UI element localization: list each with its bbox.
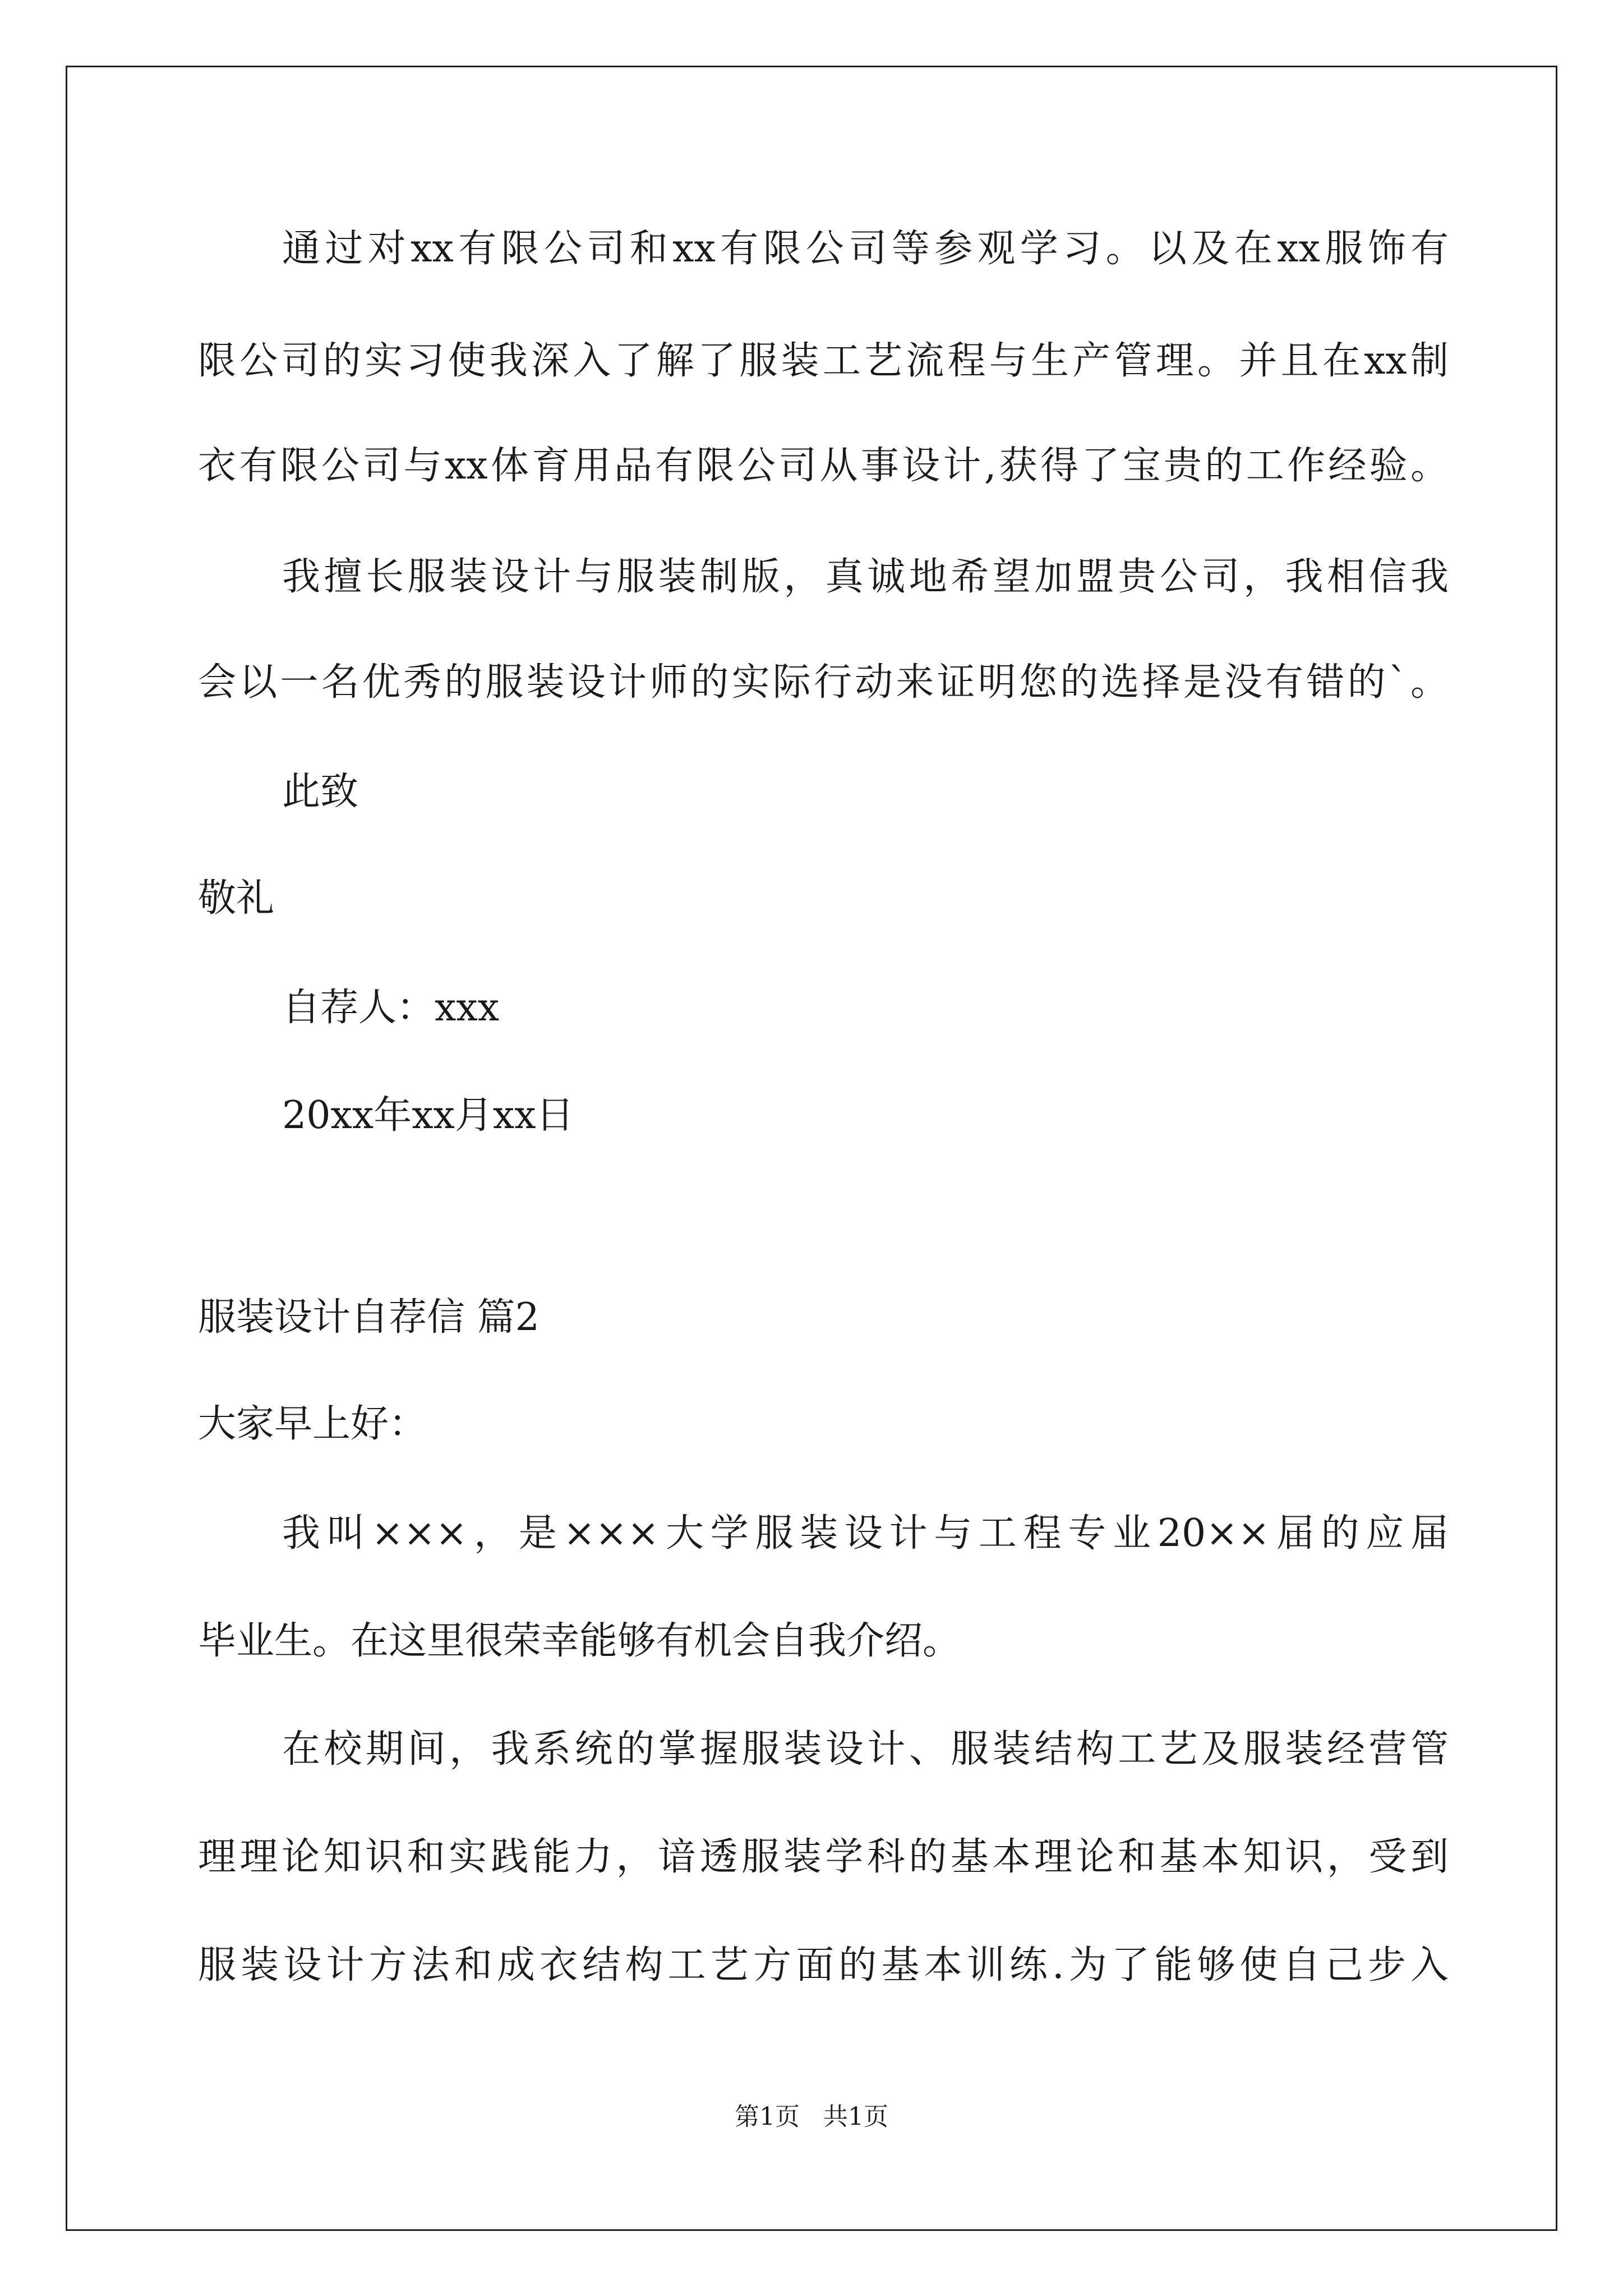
page-footer: 第1页 共1页 <box>735 2102 888 2131</box>
closing-regards: 敬礼 <box>198 876 275 921</box>
page-border <box>66 66 1557 2231</box>
paragraph-2-line-1: 我擅长服装设计与服装制版，真诚地希望加盟贵公司，我相信我 <box>282 555 1449 599</box>
paragraph-3-line-1: 我叫×××，是×××大学服装设计与工程专业20××届的应届 <box>282 1511 1449 1556</box>
paragraph-1-line-1: 通过对xx有限公司和xx有限公司等参观学习。以及在xx服饰有 <box>282 227 1449 271</box>
paragraph-2-line-2: 会以一名优秀的服装设计师的实际行动来证明您的选择是没有错的`。 <box>198 660 1449 705</box>
paragraph-4-line-1: 在校期间，我系统的掌握服装设计、服装结构工艺及服装经营管 <box>282 1727 1449 1772</box>
paragraph-1-line-3: 衣有限公司与xx体育用品有限公司从事设计,获得了宝贵的工作经验。 <box>198 444 1449 488</box>
paragraph-4-line-3: 服装设计方法和成衣结构工艺方面的基本训练.为了能够使自己步入 <box>198 1943 1449 1987</box>
signature-date: 20xx年xx月xx日 <box>282 1093 574 1138</box>
signature-name: 自荐人：xxx <box>282 986 500 1030</box>
section-title: 服装设计自荐信 篇2 <box>198 1295 540 1340</box>
paragraph-3-line-2: 毕业生。在这里很荣幸能够有机会自我介绍。 <box>198 1619 961 1663</box>
paragraph-4-line-2: 理理论知识和实践能力，谙透服装学科的基本理论和基本知识，受到 <box>198 1835 1449 1879</box>
closing-salutation: 此致 <box>282 770 359 814</box>
greeting: 大家早上好： <box>198 1402 427 1446</box>
paragraph-1-line-2: 限公司的实习使我深入了解了服装工艺流程与生产管理。并且在xx制 <box>198 339 1449 383</box>
